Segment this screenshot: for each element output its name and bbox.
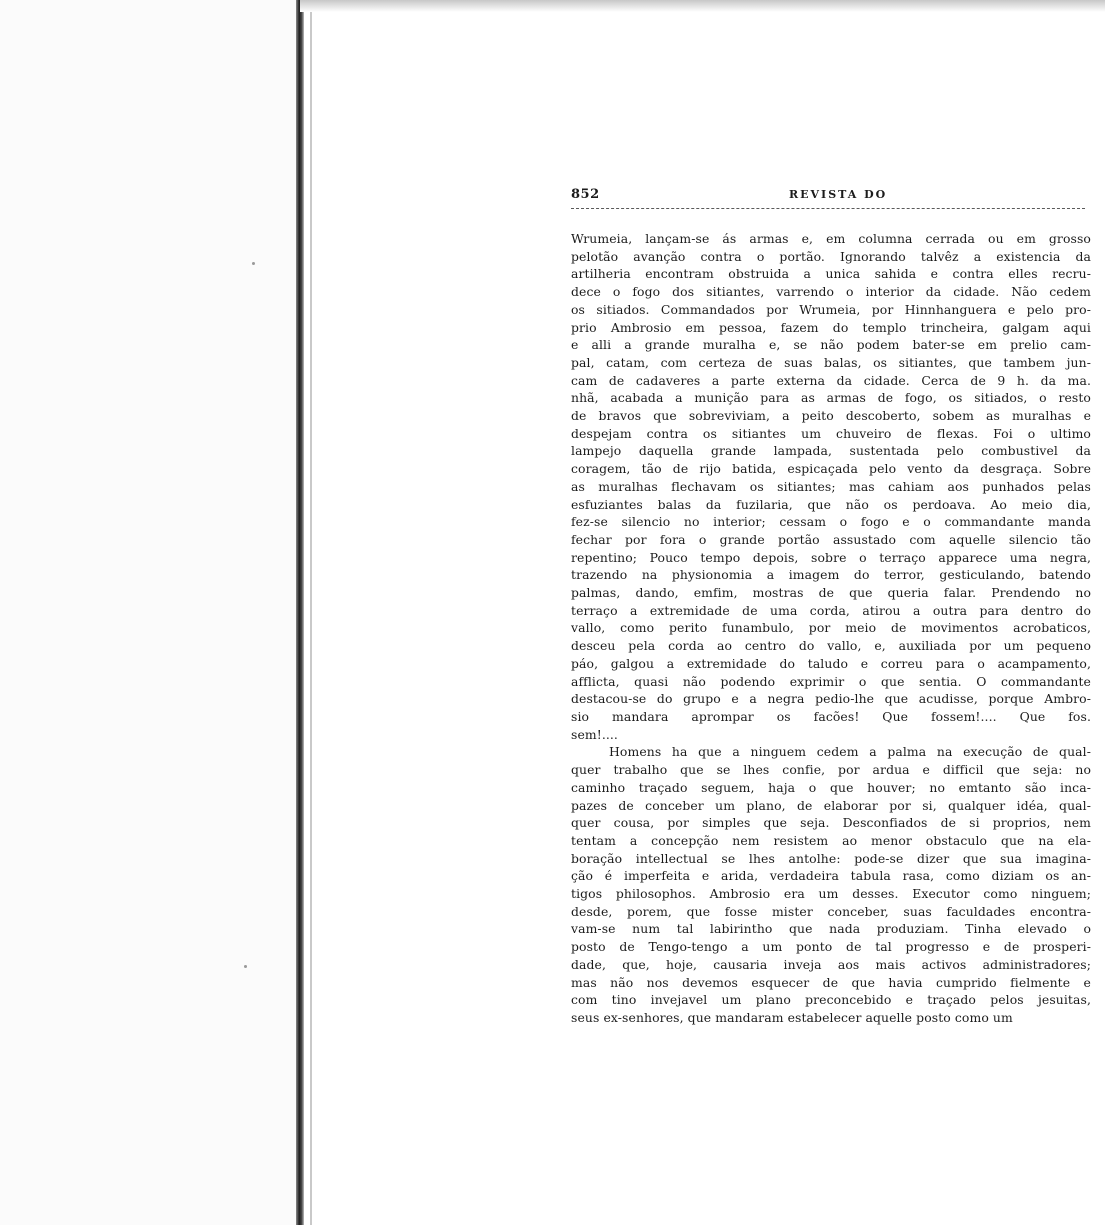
paragraph <box>571 743 1091 1026</box>
paragraph <box>571 230 1091 743</box>
text-line: dade, que, hoje, causaria inveja aos mais activos administradores; <box>571 956 1091 972</box>
text-line: páo, galgou a extremidade do taludo e correu para o acampamento, <box>571 655 1091 671</box>
text-line: cam de cadaveres a parte externa da cidade. Cerca de 9 h. da ma. <box>571 372 1091 388</box>
scan-speck <box>252 262 255 265</box>
text-line: tentam a concepção nem resistem ao menor obstaculo que na ela- <box>571 832 1091 848</box>
text-line: com tino invejavel um plano preconcebido e traçado pelos jesuitas, <box>571 992 1091 1008</box>
text-line: destacou-se do grupo e a negra pedio-lhe que acudisse, porque Ambro- <box>571 691 1091 707</box>
text-line: fechar por fora o grande portão assustado com aquelle silencio tão <box>571 531 1091 547</box>
text-line: de bravos que sobreviviam, a peito descoberto, sobem as muralhas e <box>571 408 1091 424</box>
text-line: pal, catam, com certeza de suas balas, os sitiantes, que tambem jun- <box>571 354 1091 370</box>
text-line: boração intellectual se lhes antolhe: pode-se dizer que sua imagina- <box>571 850 1091 866</box>
text-line: ção é imperfeita e arida, verdadeira tabula rasa, como diziam os an- <box>571 868 1091 884</box>
text-line: quer cousa, por simples que seja. Desconfiados de si proprios, nem <box>571 815 1091 831</box>
text-line: artilheria encontram obstruida a unica sahida e contra elles recru- <box>571 266 1091 282</box>
text-line: desceu pela corda ao centro do vallo, e, auxiliada por um pequeno <box>571 638 1091 654</box>
text-line: repentino; Pouco tempo depois, sobre o terraço apparece uma negra, <box>571 549 1091 565</box>
text-line: quer trabalho que se lhes confie, por ardua e difficil que seja: no <box>571 762 1091 778</box>
text-line: Wrumeia, lançam-se ás armas e, em columna cerrada ou em grosso <box>571 231 1091 246</box>
text-line: prio Ambrosio em pessoa, fazem do templo trincheira, galgam aqui <box>571 319 1091 335</box>
text-line: despejam contra os sitiantes um chuveiro de flexas. Foi o ultimo <box>571 425 1091 441</box>
text-line: sem!.... <box>571 726 618 742</box>
page-top-edge <box>300 0 1105 12</box>
text-line: coragem, tão de rijo batida, espicaçada pelo vento da desgraça. Sobre <box>571 461 1091 477</box>
text-line: esfuziantes balas da fuzilaria, que não os perdoava. Ao meio dia, <box>571 496 1091 512</box>
book-gutter-edge <box>310 0 312 1225</box>
text-line: os sitiados. Commandados por Wrumeia, por Hinnhanguera e pelo pro- <box>571 301 1091 317</box>
book-gutter-shadow <box>296 0 304 1225</box>
text-line: fez-se silencio no interior; cessam o fogo e o commandante manda <box>571 514 1091 530</box>
text-line: as muralhas flechavam os sitiantes; mas cahiam aos punhados pelas <box>571 478 1091 494</box>
page-header <box>571 187 1085 209</box>
text-line: seus ex-senhores, que mandaram estabelecer aquelle posto como um <box>571 1009 1013 1025</box>
text-line: vallo, como perito funambulo, por meio de movimentos acrobaticos, <box>571 620 1091 636</box>
text-line: dece o fogo dos sitiantes, varrendo o interior da cidade. Não cedem <box>571 284 1091 300</box>
text-line: caminho traçado seguem, haja o que houver; no emtanto são inca- <box>571 779 1091 795</box>
text-line: posto de Tengo-tengo a um ponto de tal progresso e de prosperi- <box>571 939 1091 955</box>
scan-speck <box>244 965 247 968</box>
page-number: 852 <box>571 187 600 202</box>
text-line: e alli a grande muralha e, se não podem bater-se em prelio cam- <box>571 337 1091 353</box>
text-line: vam-se num tal labirintho que nada produziam. Tinha elevado o <box>571 921 1091 937</box>
header-rule <box>571 208 1085 209</box>
text-line: Homens ha que a ninguem cedem a palma na execução de qual- <box>609 744 1091 760</box>
text-line: sio mandara aprompar os facões! Que fossem!.... Que fos. <box>571 708 1091 724</box>
text-line: lampejo daquella grande lampada, sustentada pelo combustivel da <box>571 443 1091 459</box>
facing-page-margin <box>0 0 300 1225</box>
text-line: mas não nos devemos esquecer de que havia cumprido fielmente e <box>571 974 1091 990</box>
text-line: terraço a extremidade de uma corda, atirou a outra para dentro do <box>571 602 1091 618</box>
text-line: nhã, acabada a munição para as armas de fogo, os sitiados, o resto <box>571 390 1091 406</box>
text-line: afflicta, quasi não podendo exprimir o que sentia. O commandante <box>571 673 1091 689</box>
text-line: trazendo na physionomia a imagem do terror, gesticulando, batendo <box>571 567 1091 583</box>
text-line: pazes de conceber um plano, de elaborar por si, qualquer idéa, qual- <box>571 797 1091 813</box>
text-line: palmas, dando, emfim, mostras de que queria falar. Prendendo no <box>571 585 1091 601</box>
text-line: tigos philosophos. Ambrosio era um desses. Executor como ninguem; <box>571 886 1091 902</box>
text-line: pelotão avanção contra o portão. Ignorando talvêz a existencia da <box>571 248 1091 264</box>
body-text <box>571 230 1091 1027</box>
text-line: desde, porem, que fosse mister conceber, suas faculdades encontra- <box>571 903 1091 919</box>
running-head: REVISTA DO <box>789 188 888 201</box>
